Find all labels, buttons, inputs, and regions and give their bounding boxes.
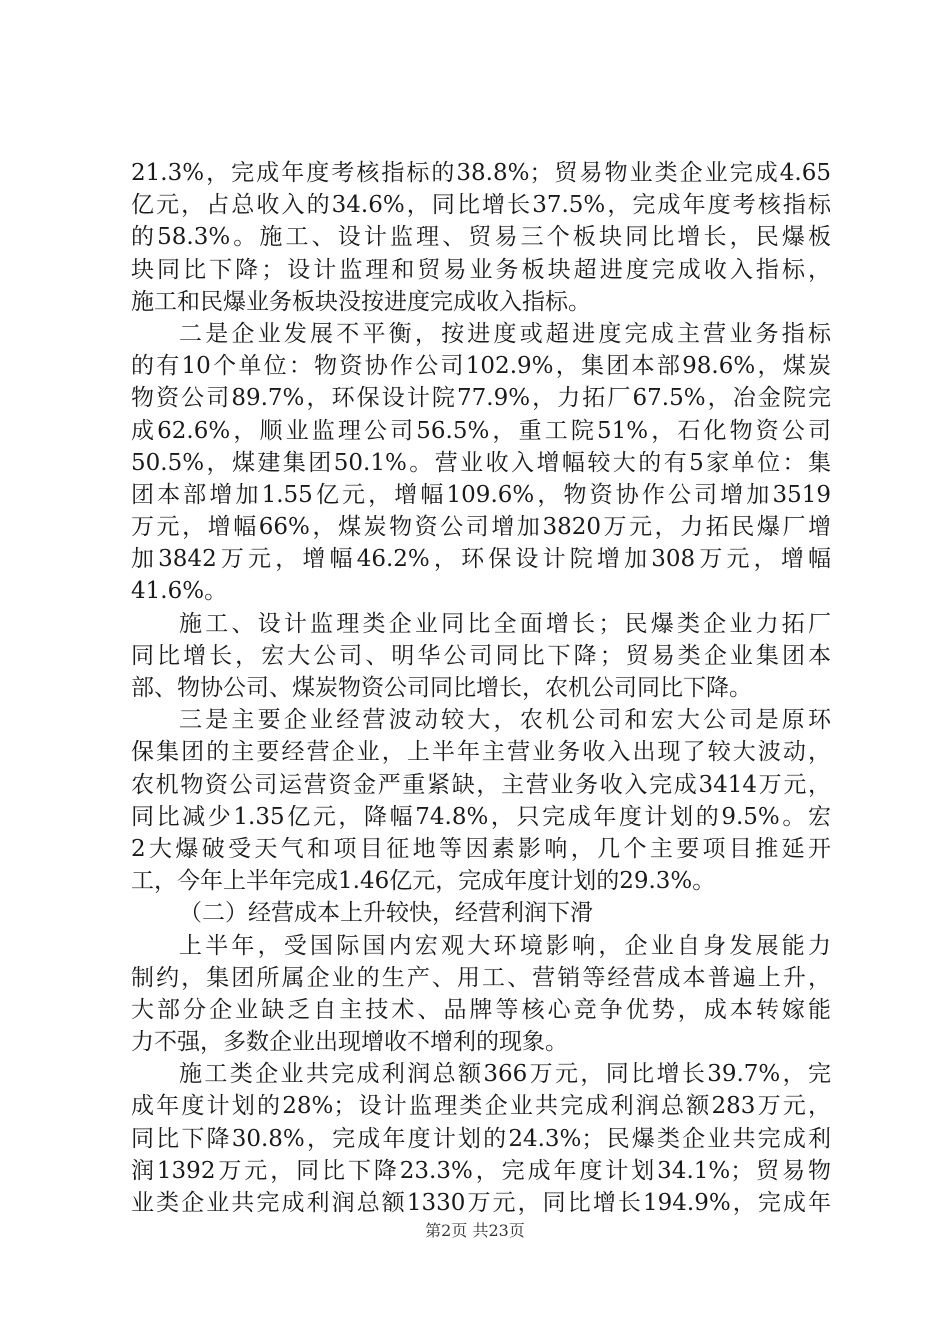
text-line: 团本部增加1.55亿元，增幅109.6%，物资协作公司增加3519 [131,481,831,508]
text-line: 上半年，受国际国内宏观大环境影响，企业自身发展能力 [179,932,831,959]
text-line: 加3842万元，增幅46.2%，环保设计院增加308万元，增幅 [131,546,831,573]
text-line: 万元，增幅66%，煤炭物资公司增加3820万元，力拓民爆厂增 [131,514,831,541]
text-line: 部、物协公司、煤炭物资公司同比增长，农机公司同比下降。 [131,675,752,701]
text-line: 二是企业发展不平衡，按进度或超进度完成主营业务指标 [179,320,831,347]
text-line: 农机物资公司运营资金严重紧缺，主营业务收入完成3414万元， [131,771,831,798]
text-line: 亿元，占总收入的34.6%，同比增长37.5%，完成年度考核指标 [131,192,831,219]
text-line: 同比增长，宏大公司、明华公司同比下降；贸易类企业集团本 [131,642,831,669]
text-line: 大部分企业缺乏自主技术、品牌等核心竞争优势，成本转嫁能 [131,996,831,1023]
text-line: 成年度计划的28%；设计监理类企业共完成利润总额283万元， [131,1093,831,1120]
text-line: 50.5%，煤建集团50.1%。营业收入增幅较大的有5家单位：集 [131,449,831,476]
text-line: 保集团的主要经营企业，上半年主营业务收入出现了较大波动， [131,739,831,766]
text-line: 21.3%，完成年度考核指标的38.8%；贸易物业类企业完成4.65 [131,160,831,186]
text-line: 2大爆破受天气和项目征地等因素影响，几个主要项目推延开 [131,835,831,862]
page-footer: 第2页 共23页 [425,1221,525,1240]
text-line: 工，今年上半年完成1.46亿元，完成年度计划的29.3%。 [131,868,716,895]
text-line: 的有10个单位：物资协作公司102.9%，集团本部98.6%，煤炭 [131,353,831,380]
text-line: （二）经营成本上升较快，经营利润下滑 [179,900,593,927]
text-line: 物资公司89.7%，环保设计院77.9%，力拓厂67.5%，冶金院完 [131,385,831,412]
text-line: 三是主要企业经营波动较大，农机公司和宏大公司是原环 [179,707,831,734]
text-line: 润1392万元，同比下降23.3%，完成年度计划34.1%；贸易物 [131,1157,831,1184]
text-line: 成62.6%，顺业监理公司56.5%，重工院51%，石化物资公司 [131,417,831,444]
text-line: 的58.3%。施工、设计监理、贸易三个板块同比增长，民爆板 [131,224,831,251]
text-line: 同比下降30.8%，完成年度计划的24.3%；民爆类企业共完成利 [131,1125,831,1152]
text-line: 制约，集团所属企业的生产、用工、营销等经营成本普遍上升， [131,964,831,991]
text-line: 业类企业共完成利润总额1330万元，同比增长194.9%，完成年 [131,1190,831,1216]
text-line: 41.6%。 [131,578,228,605]
text-line: 施工、设计监理类企业同比全面增长；民爆类企业力拓厂 [179,610,831,637]
text-line: 同比减少1.35亿元，降幅74.8%，只完成年度计划的9.5%。宏 [131,803,831,830]
text-line: 施工和民爆业务板块没按进度完成收入指标。 [131,288,591,315]
text-line: 力不强，多数企业出现增收不增利的现象。 [131,1029,568,1056]
text-line: 施工类企业共完成利润总额366万元，同比增长39.7%，完 [179,1061,831,1088]
document-body [131,157,831,1219]
text-line: 块同比下降；设计监理和贸易业务板块超进度完成收入指标， [131,256,831,283]
